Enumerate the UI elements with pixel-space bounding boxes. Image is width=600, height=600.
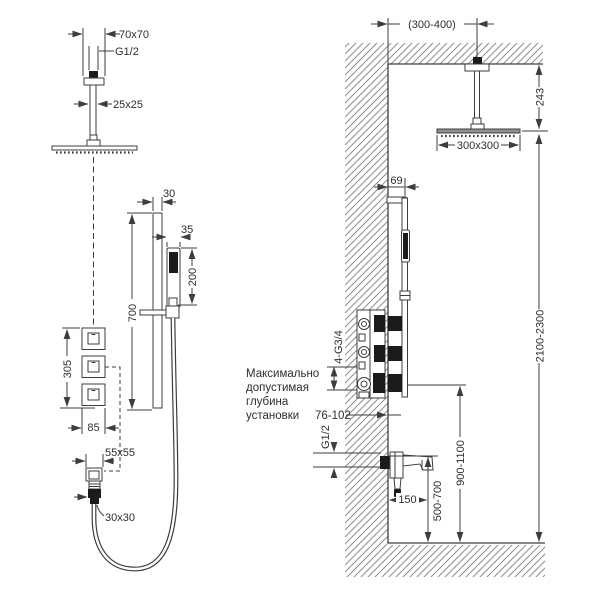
dim-handset-width: 35 — [181, 224, 194, 236]
hand-shower-side — [403, 233, 408, 259]
ceiling-hatch — [388, 43, 543, 64]
dim-head-size — [437, 135, 520, 152]
spout-inlet — [380, 456, 390, 469]
dim-trim-height: 305 — [62, 359, 74, 379]
front-overhead-shower — [52, 28, 149, 327]
side-view — [246, 18, 548, 577]
valve-plate-1 — [82, 328, 105, 350]
slide-bracket-front — [140, 310, 167, 315]
dim-trim-width: 85 — [87, 422, 100, 434]
note-depth-range: 76-102 — [315, 410, 351, 422]
note-line-3: глубина — [246, 396, 289, 408]
valve-handle-3 — [388, 374, 402, 392]
dim-head-size-label: 300x300 — [456, 140, 500, 152]
dim-valve-height-label: 900-1100 — [455, 440, 467, 486]
floor-hatch — [388, 545, 545, 577]
dim-total-height — [535, 135, 547, 542]
label-spout-thread-text: G1/2 — [320, 425, 332, 449]
side-slide-bar — [387, 197, 410, 397]
side-valve-body — [357, 310, 402, 398]
dim-head-plate-size: 70x70 — [119, 29, 149, 41]
shower-head-side — [437, 129, 520, 133]
note-line-1: Максимально — [246, 368, 320, 380]
dim-handset-length: 200 — [187, 267, 199, 287]
ceiling-flange-front — [84, 78, 104, 85]
dim-bar-length: 700 — [127, 303, 139, 323]
dim-arm-offset-label: (300-400) — [408, 19, 456, 31]
note-line-4: установки — [246, 410, 300, 422]
dim-outlet-escutcheon: 55x55 — [105, 447, 135, 459]
hose-nut — [88, 489, 101, 498]
shower-head-front — [52, 146, 137, 150]
note-line-2: допустимая — [246, 382, 309, 394]
dim-thread-label: G1/2 — [115, 46, 139, 58]
dim-bar-width: 30 — [163, 188, 176, 200]
valve-plate-3 — [82, 384, 105, 406]
hand-shower-face — [169, 252, 178, 273]
dim-arm-drop-label: 243 — [534, 87, 547, 107]
valve-handle-1 — [388, 316, 402, 331]
dim-hose-connector: 30x30 — [105, 512, 135, 524]
label-connections-text: 4-G3/4 — [333, 330, 345, 364]
shower-hose — [94, 318, 176, 569]
dim-arm-drop — [522, 66, 548, 132]
slide-clamp-front — [166, 306, 179, 318]
dim-arm-size: 25x25 — [113, 99, 143, 111]
front-slide-bar-hand-shower — [127, 188, 199, 410]
valve-handle-2 — [388, 346, 402, 361]
spout-handle — [394, 478, 401, 489]
dim-bar-offset-label: 69 — [390, 175, 403, 187]
dim-spout-reach-label: 150 — [398, 494, 417, 506]
side-overhead-shower — [437, 57, 520, 136]
valve-plate-2 — [82, 356, 105, 378]
dim-total-height-label: 2100-2300 — [534, 309, 547, 363]
ceiling-flange-side — [465, 64, 489, 71]
front-view — [52, 28, 199, 569]
dim-spout-height-label: 500-700 — [432, 480, 444, 522]
